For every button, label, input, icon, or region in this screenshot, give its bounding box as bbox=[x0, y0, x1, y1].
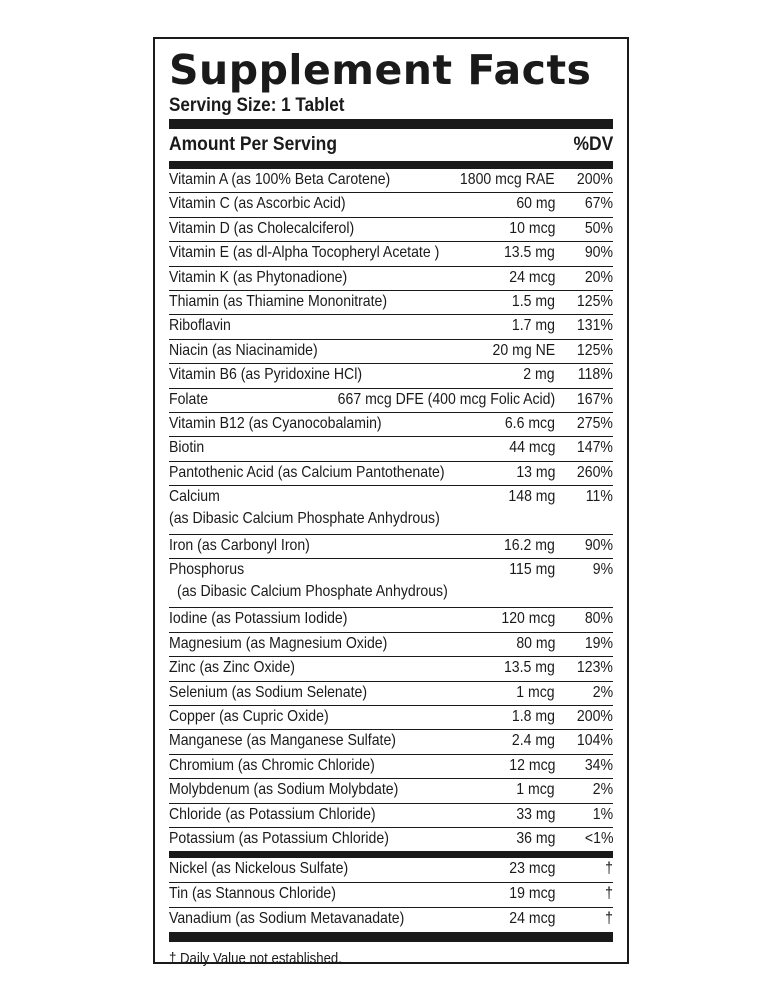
nutrient-amount: 19 mcg bbox=[508, 885, 555, 903]
nutrient-daily-value: 67% bbox=[584, 195, 613, 213]
nutrient-amount: 33 mg bbox=[515, 805, 555, 823]
nutrient-name: Chromium (as Chromic Chloride) bbox=[169, 756, 375, 774]
nutrient-daily-value: 125% bbox=[576, 341, 613, 359]
nutrient-daily-value: 275% bbox=[576, 414, 613, 432]
nutrient-daily-value: 2% bbox=[592, 683, 613, 701]
nutrient-row bbox=[169, 535, 613, 559]
nutrient-amount: 6.6 mcg bbox=[504, 414, 555, 432]
nutrient-source: (as Dibasic Calcium Phosphate Anhydrous) bbox=[169, 510, 440, 528]
nutrient-amount: 115 mg bbox=[509, 561, 555, 579]
nutrient-daily-value: 104% bbox=[576, 732, 613, 750]
nutrient-name: Vitamin C (as Ascorbic Acid) bbox=[169, 195, 346, 213]
nutrient-row bbox=[169, 804, 613, 828]
footnote: † Daily Value not established. bbox=[169, 950, 342, 968]
nutrient-amount: 1800 mcg RAE bbox=[460, 171, 555, 188]
nutrient-name: Pantothenic Acid (as Calcium Pantothenate) bbox=[169, 463, 445, 481]
nutrient-row bbox=[169, 242, 613, 266]
nutrient-daily-value: 2% bbox=[592, 781, 613, 799]
nutrient-daily-value: 200% bbox=[576, 171, 613, 188]
nutrient-row bbox=[169, 883, 613, 908]
nutrient-name: Phosphorus bbox=[169, 561, 245, 579]
nutrient-daily-value: 167% bbox=[576, 390, 613, 408]
nutrient-list bbox=[169, 169, 613, 851]
nutrient-daily-value: <1% bbox=[584, 829, 613, 847]
nutrient-name: Vitamin B12 (as Cyanocobalamin) bbox=[169, 414, 382, 432]
nutrient-name: Vitamin A (as 100% Beta Carotene) bbox=[169, 171, 391, 188]
nutrient-name: Selenium (as Sodium Selenate) bbox=[169, 683, 368, 701]
nutrient-daily-value: 118% bbox=[578, 366, 613, 384]
nutrient-name: Calcium bbox=[169, 488, 220, 506]
nutrient-name: Vitamin D (as Cholecalciferol) bbox=[169, 219, 355, 237]
nutrient-name: Iron (as Carbonyl Iron) bbox=[169, 537, 310, 555]
divider-thick bbox=[169, 932, 613, 942]
nutrient-daily-value: † bbox=[605, 860, 613, 878]
panel-title: Supplement Facts bbox=[169, 46, 592, 94]
nutrient-amount: 1.7 mg bbox=[511, 317, 555, 335]
nutrient-amount: 24 mcg bbox=[508, 268, 555, 286]
nutrient-row bbox=[169, 706, 613, 730]
nutrient-amount: 13.5 mg bbox=[504, 244, 555, 262]
nutrient-name: Potassium (as Potassium Chloride) bbox=[169, 829, 389, 847]
nutrient-row bbox=[169, 218, 613, 242]
nutrient-amount: 16.2 mg bbox=[504, 537, 555, 555]
nutrient-daily-value: 19% bbox=[584, 634, 613, 652]
other-nutrient-list bbox=[169, 858, 613, 932]
nutrient-row bbox=[169, 340, 613, 364]
nutrient-daily-value: 34% bbox=[584, 756, 613, 774]
nutrient-amount: 120 mcg bbox=[500, 610, 555, 628]
nutrient-row bbox=[169, 486, 613, 535]
nutrient-row bbox=[169, 779, 613, 803]
nutrient-row bbox=[169, 608, 613, 632]
nutrient-amount: 2 mg bbox=[523, 366, 555, 384]
divider-medium bbox=[169, 851, 613, 858]
serving-size: Serving Size: 1 Tablet bbox=[169, 95, 345, 116]
nutrient-amount: 13 mg bbox=[515, 463, 555, 481]
nutrient-row bbox=[169, 657, 613, 681]
nutrient-name: Molybdenum (as Sodium Molybdate) bbox=[169, 781, 399, 799]
amount-header bbox=[169, 129, 613, 162]
supplement-facts-panel bbox=[153, 37, 629, 968]
nutrient-amount: 1.5 mg bbox=[511, 292, 555, 310]
nutrient-amount: 20 mg NE bbox=[492, 341, 555, 359]
nutrient-row bbox=[169, 291, 613, 315]
nutrient-row bbox=[169, 633, 613, 657]
nutrient-row bbox=[169, 193, 613, 217]
nutrient-name: Copper (as Cupric Oxide) bbox=[169, 708, 329, 726]
nutrient-row bbox=[169, 908, 613, 932]
nutrient-row bbox=[169, 559, 613, 608]
nutrient-daily-value: 20% bbox=[584, 268, 613, 286]
nutrient-daily-value: 11% bbox=[585, 488, 613, 506]
nutrient-amount: 1 mcg bbox=[516, 781, 555, 799]
nutrient-name: Manganese (as Manganese Sulfate) bbox=[169, 732, 396, 750]
nutrient-amount: 148 mg bbox=[508, 488, 555, 506]
nutrient-amount: 60 mg bbox=[515, 195, 555, 213]
nutrient-daily-value: 147% bbox=[576, 439, 613, 457]
nutrient-daily-value: 50% bbox=[584, 219, 613, 237]
nutrient-row bbox=[169, 682, 613, 706]
nutrient-name: Niacin (as Niacinamide) bbox=[169, 341, 318, 359]
nutrient-daily-value: 90% bbox=[584, 537, 613, 555]
divider-medium bbox=[169, 162, 613, 169]
nutrient-name: Chloride (as Potassium Chloride) bbox=[169, 805, 376, 823]
nutrient-amount: 23 mcg bbox=[508, 860, 555, 878]
nutrient-amount: 36 mg bbox=[515, 829, 555, 847]
nutrient-row bbox=[169, 169, 613, 193]
nutrient-name: Thiamin (as Thiamine Mononitrate) bbox=[169, 292, 388, 310]
nutrient-row bbox=[169, 413, 613, 437]
nutrient-amount: 1.8 mg bbox=[511, 708, 555, 726]
nutrient-daily-value: 80% bbox=[584, 610, 613, 628]
nutrient-daily-value: 123% bbox=[576, 659, 613, 677]
nutrient-row bbox=[169, 267, 613, 291]
nutrient-daily-value: 131% bbox=[576, 317, 613, 335]
nutrient-row bbox=[169, 755, 613, 779]
nutrient-name: Vanadium (as Sodium Metavanadate) bbox=[169, 910, 405, 928]
nutrient-source: (as Dibasic Calcium Phosphate Anhydrous) bbox=[177, 583, 448, 601]
nutrient-daily-value: 9% bbox=[592, 561, 613, 579]
nutrient-name: Iodine (as Potassium Iodide) bbox=[169, 610, 348, 628]
nutrient-daily-value: † bbox=[605, 910, 613, 928]
nutrient-row bbox=[169, 364, 613, 388]
nutrient-row bbox=[169, 730, 613, 754]
nutrient-amount: 10 mcg bbox=[508, 219, 555, 237]
nutrient-name: Zinc (as Zinc Oxide) bbox=[169, 659, 295, 677]
nutrient-row bbox=[169, 858, 613, 883]
nutrient-daily-value: 125% bbox=[576, 292, 613, 310]
nutrient-row bbox=[169, 462, 613, 486]
nutrient-daily-value: 260% bbox=[576, 463, 613, 481]
nutrient-amount: 12 mcg bbox=[508, 756, 555, 774]
nutrient-row bbox=[169, 389, 613, 413]
nutrient-name: Biotin bbox=[169, 439, 205, 457]
nutrient-amount: 44 mcg bbox=[508, 439, 555, 457]
nutrient-name: Tin (as Stannous Chloride) bbox=[169, 885, 336, 903]
nutrient-name: Nickel (as Nickelous Sulfate) bbox=[169, 860, 349, 878]
nutrient-daily-value: 200% bbox=[576, 708, 613, 726]
nutrient-amount: 667 mcg DFE (400 mcg Folic Acid) bbox=[337, 390, 555, 408]
nutrient-row bbox=[169, 437, 613, 461]
amount-per-serving-label: Amount Per Serving bbox=[169, 134, 338, 155]
nutrient-name: Vitamin B6 (as Pyridoxine HCl) bbox=[169, 366, 363, 384]
nutrient-daily-value: 90% bbox=[584, 244, 613, 262]
nutrient-daily-value: † bbox=[605, 885, 613, 903]
nutrient-name: Magnesium (as Magnesium Oxide) bbox=[169, 634, 388, 652]
nutrient-amount: 1 mcg bbox=[516, 683, 555, 701]
nutrient-amount: 24 mcg bbox=[508, 910, 555, 928]
dv-header-label: %DV bbox=[573, 134, 613, 155]
nutrient-name: Vitamin K (as Phytonadione) bbox=[169, 268, 348, 286]
nutrient-amount: 13.5 mg bbox=[504, 659, 555, 677]
nutrient-row bbox=[169, 828, 613, 851]
nutrient-daily-value: 1% bbox=[592, 805, 613, 823]
nutrient-amount: 2.4 mg bbox=[511, 732, 555, 750]
nutrient-amount: 80 mg bbox=[515, 634, 555, 652]
nutrient-name: Riboflavin bbox=[169, 317, 231, 335]
divider-thick bbox=[169, 119, 613, 129]
nutrient-name: Folate bbox=[169, 390, 209, 408]
nutrient-name: Vitamin E (as dl-Alpha Tocopheryl Acetate ) bbox=[169, 244, 440, 262]
nutrient-row bbox=[169, 315, 613, 339]
